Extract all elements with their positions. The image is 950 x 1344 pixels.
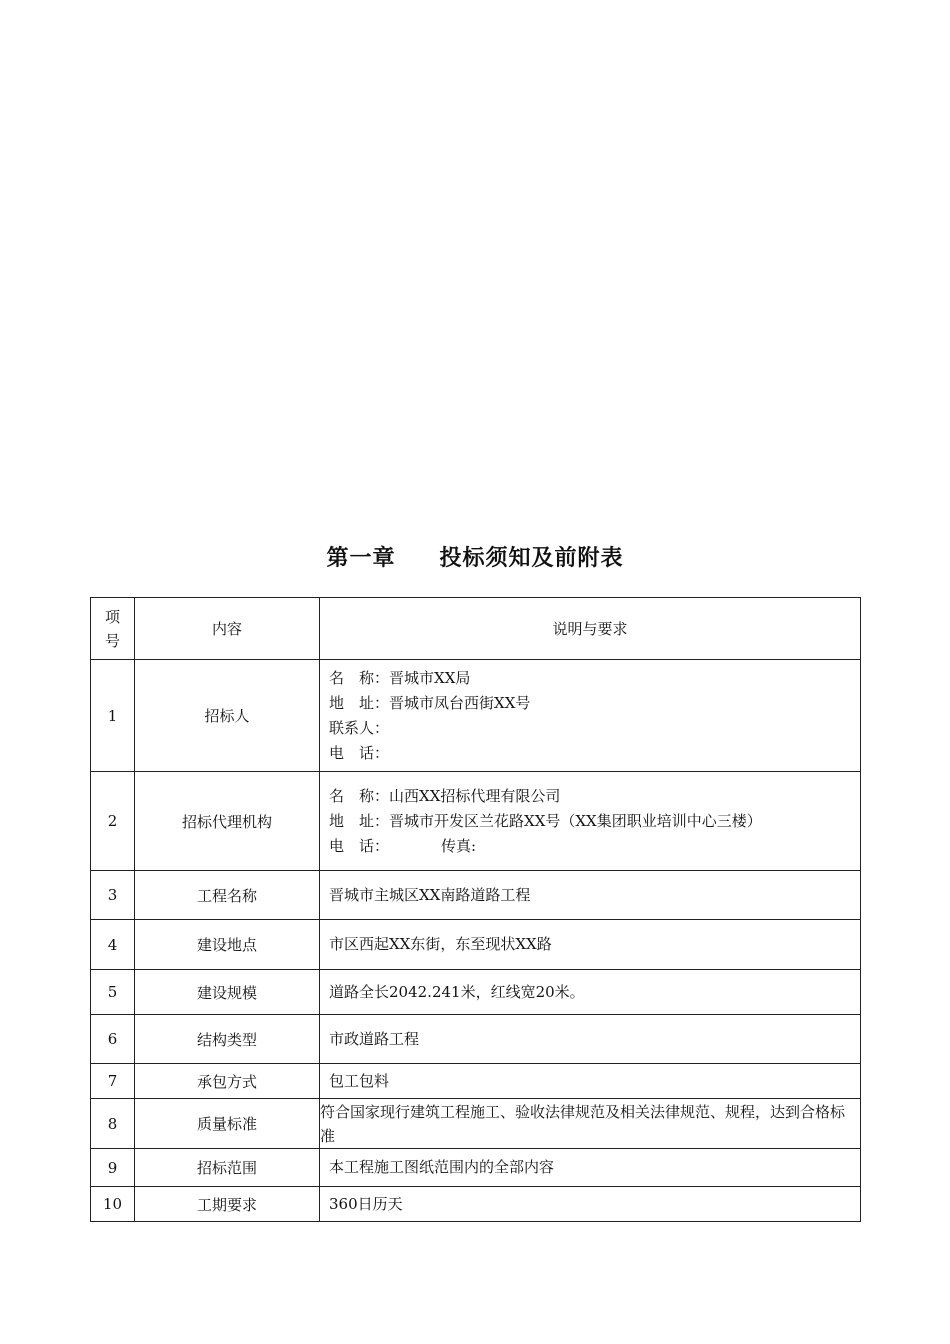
- row-item: 质量标准: [135, 1099, 320, 1149]
- row-desc: 道路全长2042.241米，红线宽20米。: [320, 970, 861, 1015]
- desc-line: [329, 691, 860, 716]
- row-no: 8: [91, 1099, 135, 1149]
- row-item: 招标人: [135, 660, 320, 772]
- row-no: 10: [91, 1187, 135, 1222]
- header-no: [91, 598, 135, 660]
- row-item: 结构类型: [135, 1015, 320, 1064]
- desc-value: 晋城市开发区兰花路XX号（XX集团职业培训中心三楼）: [389, 811, 762, 830]
- chapter-name: 投标须知及前附表: [439, 546, 624, 571]
- desc-value: 晋城市凤台西街XX号: [389, 693, 531, 712]
- desc-fax-label: 传真:: [441, 836, 477, 855]
- table-header-row: [91, 598, 861, 660]
- desc-line: [329, 834, 860, 859]
- row-desc: [320, 660, 861, 772]
- row-no: 2: [91, 772, 135, 871]
- table-row: [91, 1187, 861, 1222]
- table-row: [91, 970, 861, 1015]
- row-no: 4: [91, 920, 135, 970]
- bid-instructions-table: [90, 597, 861, 1222]
- row-desc: 符合国家现行建筑工程施工、验收法律规范及相关法律规范、规程，达到合格标准: [320, 1099, 861, 1149]
- desc-line: [329, 716, 860, 741]
- desc-value: 山西XX招标代理有限公司: [389, 786, 561, 805]
- row-no: 3: [91, 871, 135, 920]
- row-no: 9: [91, 1149, 135, 1187]
- row-desc: 本工程施工图纸范围内的全部内容: [320, 1149, 861, 1187]
- row-desc: 360日历天: [320, 1187, 861, 1222]
- desc-line: [329, 666, 860, 691]
- row-desc: 市区西起XX东街，东至现状XX路: [320, 920, 861, 970]
- desc-value: 晋城市XX局: [389, 668, 471, 687]
- chapter-title: [0, 541, 950, 572]
- row-item: 工程名称: [135, 871, 320, 920]
- row-item: 工期要求: [135, 1187, 320, 1222]
- header-no-line2: 号: [104, 631, 120, 650]
- desc-line: [329, 784, 860, 809]
- row-desc: [320, 772, 861, 871]
- desc-line: [329, 809, 860, 834]
- row-no: 7: [91, 1064, 135, 1099]
- row-item: 招标范围: [135, 1149, 320, 1187]
- header-item: 内容: [135, 598, 320, 660]
- desc-label: 电 话：: [329, 836, 390, 855]
- header-no-line1: 项: [104, 607, 120, 626]
- row-item: 建设规模: [135, 970, 320, 1015]
- table-row: [91, 1064, 861, 1099]
- table-row: [91, 920, 861, 970]
- chapter-number: 第一章: [326, 546, 396, 571]
- row-desc: 包工包料: [320, 1064, 861, 1099]
- desc-label: 地 址：: [329, 693, 390, 712]
- desc-label: 联系人：: [329, 718, 390, 737]
- desc-label: 地 址：: [329, 811, 390, 830]
- table-row: [91, 871, 861, 920]
- table-row: [91, 772, 861, 871]
- row-item: 承包方式: [135, 1064, 320, 1099]
- row-desc: 市政道路工程: [320, 1015, 861, 1064]
- desc-label: 名 称：: [329, 668, 390, 687]
- row-desc: 晋城市主城区XX南路道路工程: [320, 871, 861, 920]
- table-row: [91, 1015, 861, 1064]
- row-no: 1: [91, 660, 135, 772]
- header-desc: 说明与要求: [320, 598, 861, 660]
- row-item: 招标代理机构: [135, 772, 320, 871]
- table-row: [91, 1149, 861, 1187]
- row-no: 5: [91, 970, 135, 1015]
- table-row: [91, 660, 861, 772]
- desc-label: 电 话：: [329, 743, 390, 762]
- desc-label: 名 称：: [329, 786, 390, 805]
- desc-line: [329, 741, 860, 766]
- row-item: 建设地点: [135, 920, 320, 970]
- table-row: [91, 1099, 861, 1149]
- row-no: 6: [91, 1015, 135, 1064]
